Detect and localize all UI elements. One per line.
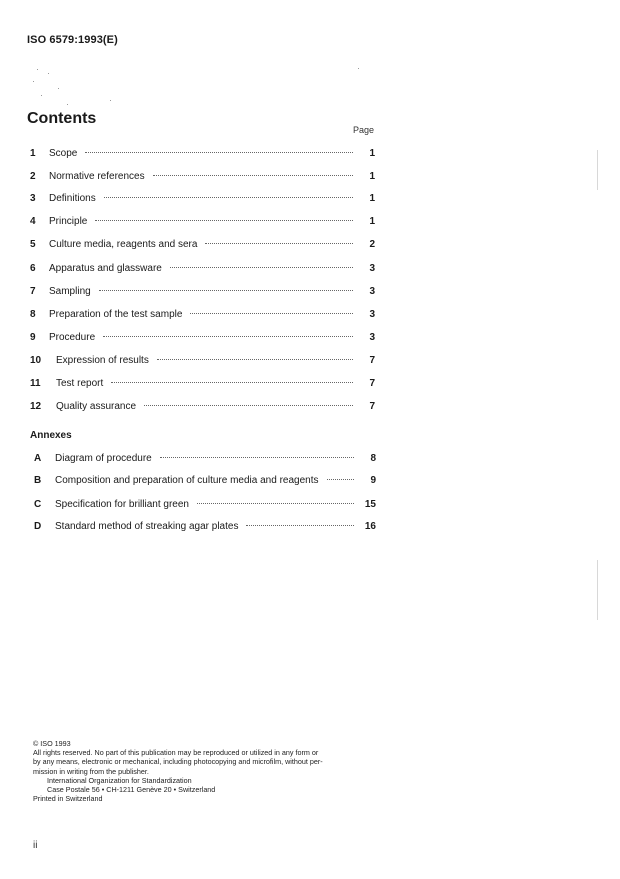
page-column-label: Page bbox=[353, 125, 375, 135]
copyright-line: © ISO 1993 bbox=[33, 739, 71, 748]
toc-entry-number: 10 bbox=[30, 355, 42, 366]
toc-entry[interactable] bbox=[30, 171, 375, 187]
printed-in: Printed in Switzerland bbox=[33, 794, 103, 804]
toc-entry-number: 5 bbox=[30, 239, 36, 250]
dot-leader bbox=[190, 313, 353, 314]
annex-entry-letter: A bbox=[34, 453, 42, 464]
toc-entry-title: Preparation of the test sample bbox=[49, 309, 183, 320]
toc-entry-page: 1 bbox=[369, 148, 375, 159]
toc-entry-title: Quality assurance bbox=[56, 401, 137, 412]
toc-entry-number: 1 bbox=[30, 148, 36, 159]
dot-leader bbox=[144, 405, 353, 406]
toc-entry-title: Definitions bbox=[49, 193, 96, 204]
toc-entry-number: 6 bbox=[30, 263, 36, 274]
toc-entry-number: 3 bbox=[30, 193, 36, 204]
toc-entry-number: 7 bbox=[30, 286, 36, 297]
annex-entry-title: Standard method of streaking agar plates bbox=[55, 521, 239, 532]
toc-entry-page: 3 bbox=[369, 309, 375, 320]
toc-entry[interactable] bbox=[30, 286, 375, 302]
dot-leader bbox=[197, 503, 354, 504]
annex-entry-title: Diagram of procedure bbox=[55, 453, 152, 464]
annex-entry[interactable] bbox=[34, 521, 376, 537]
dot-leader bbox=[160, 457, 354, 458]
annex-entry[interactable] bbox=[34, 453, 376, 469]
toc-entry-title: Culture media, reagents and sera bbox=[49, 239, 198, 250]
annex-entry-page: 16 bbox=[364, 521, 376, 532]
annex-entry[interactable] bbox=[34, 499, 376, 515]
toc-entry[interactable] bbox=[30, 193, 375, 209]
contents-title: Contents bbox=[27, 110, 97, 127]
toc-entry-title: Sampling bbox=[49, 286, 91, 297]
dot-leader bbox=[103, 336, 353, 337]
annex-entry-title: Specification for brilliant green bbox=[55, 499, 189, 510]
toc-entry[interactable] bbox=[30, 355, 375, 371]
toc-entry-number: 8 bbox=[30, 309, 36, 320]
scan-edge-mark bbox=[597, 560, 598, 620]
toc-entry-page: 1 bbox=[369, 193, 375, 204]
toc-entry-number: 9 bbox=[30, 332, 36, 343]
dot-leader bbox=[85, 152, 353, 153]
toc-entry-title: Test report bbox=[56, 378, 104, 389]
annex-entry-letter: D bbox=[34, 521, 42, 532]
copyright-notice bbox=[33, 739, 383, 803]
toc-entry-number: 4 bbox=[30, 216, 36, 227]
dot-leader bbox=[327, 479, 355, 480]
publisher-name: International Organization for Standardization bbox=[47, 775, 192, 785]
dot-leader bbox=[99, 290, 353, 291]
scan-edge-mark bbox=[597, 150, 598, 190]
document-identifier: ISO 6579:1993(E) bbox=[27, 34, 118, 46]
toc-entry[interactable] bbox=[30, 216, 375, 232]
toc-entry-page: 7 bbox=[369, 401, 375, 412]
annex-entry-letter: C bbox=[34, 499, 42, 510]
annexes-heading: Annexes bbox=[30, 430, 72, 441]
dot-leader bbox=[157, 359, 353, 360]
toc-entry-page: 3 bbox=[369, 332, 375, 343]
toc-entry-page: 1 bbox=[369, 216, 375, 227]
toc-entry-page: 7 bbox=[369, 355, 375, 366]
toc-entry[interactable] bbox=[30, 378, 375, 394]
toc-entry-title: Normative references bbox=[49, 171, 145, 182]
dot-leader bbox=[170, 267, 353, 268]
toc-entry[interactable] bbox=[30, 309, 375, 325]
annex-entry-page: 15 bbox=[364, 499, 376, 510]
annex-entry-letter: B bbox=[34, 475, 42, 486]
toc-entry[interactable] bbox=[30, 148, 375, 164]
toc-entry[interactable] bbox=[30, 401, 375, 417]
annex-entry[interactable] bbox=[34, 475, 376, 491]
dot-leader bbox=[246, 525, 354, 526]
dot-leader bbox=[95, 220, 353, 221]
dot-leader bbox=[111, 382, 353, 383]
dot-leader bbox=[104, 197, 353, 198]
toc-entry-number: 2 bbox=[30, 171, 36, 182]
toc-entry[interactable] bbox=[30, 332, 375, 348]
dot-leader bbox=[205, 243, 353, 244]
toc-entry-title: Principle bbox=[49, 216, 88, 227]
toc-entry[interactable] bbox=[30, 239, 375, 255]
annex-entry-page: 8 bbox=[370, 453, 376, 464]
annex-entry-title: Composition and preparation of culture media and reagents bbox=[55, 475, 319, 486]
toc-entry-title: Procedure bbox=[49, 332, 96, 343]
dot-leader bbox=[153, 175, 353, 176]
toc-entry-page: 1 bbox=[369, 171, 375, 182]
annex-entry-page: 9 bbox=[370, 475, 376, 486]
toc-entry[interactable] bbox=[30, 263, 375, 279]
toc-entry-page: 2 bbox=[369, 239, 375, 250]
toc-entry-title: Expression of results bbox=[56, 355, 149, 366]
rights-statement-line: All rights reserved. No part of this publication may be reproduced or utilized in any form or bbox=[33, 748, 319, 758]
toc-entry-page: 3 bbox=[369, 263, 375, 274]
toc-entry-number: 11 bbox=[30, 378, 41, 389]
toc-entry-number: 12 bbox=[30, 401, 42, 412]
rights-statement-line: mission in writing from the publisher. bbox=[33, 766, 149, 776]
toc-entry-title: Apparatus and glassware bbox=[49, 263, 162, 274]
toc-entry-title: Scope bbox=[49, 148, 78, 159]
toc-entry-page: 7 bbox=[369, 378, 375, 389]
page-folio: ii bbox=[33, 840, 38, 851]
toc-entry-page: 3 bbox=[369, 286, 375, 297]
publisher-address: Case Postale 56 • CH-1211 Genève 20 • Switzerland bbox=[47, 785, 216, 795]
rights-statement-line: by any means, electronic or mechanical, including photocopying and microfilm, without per- bbox=[33, 757, 323, 767]
